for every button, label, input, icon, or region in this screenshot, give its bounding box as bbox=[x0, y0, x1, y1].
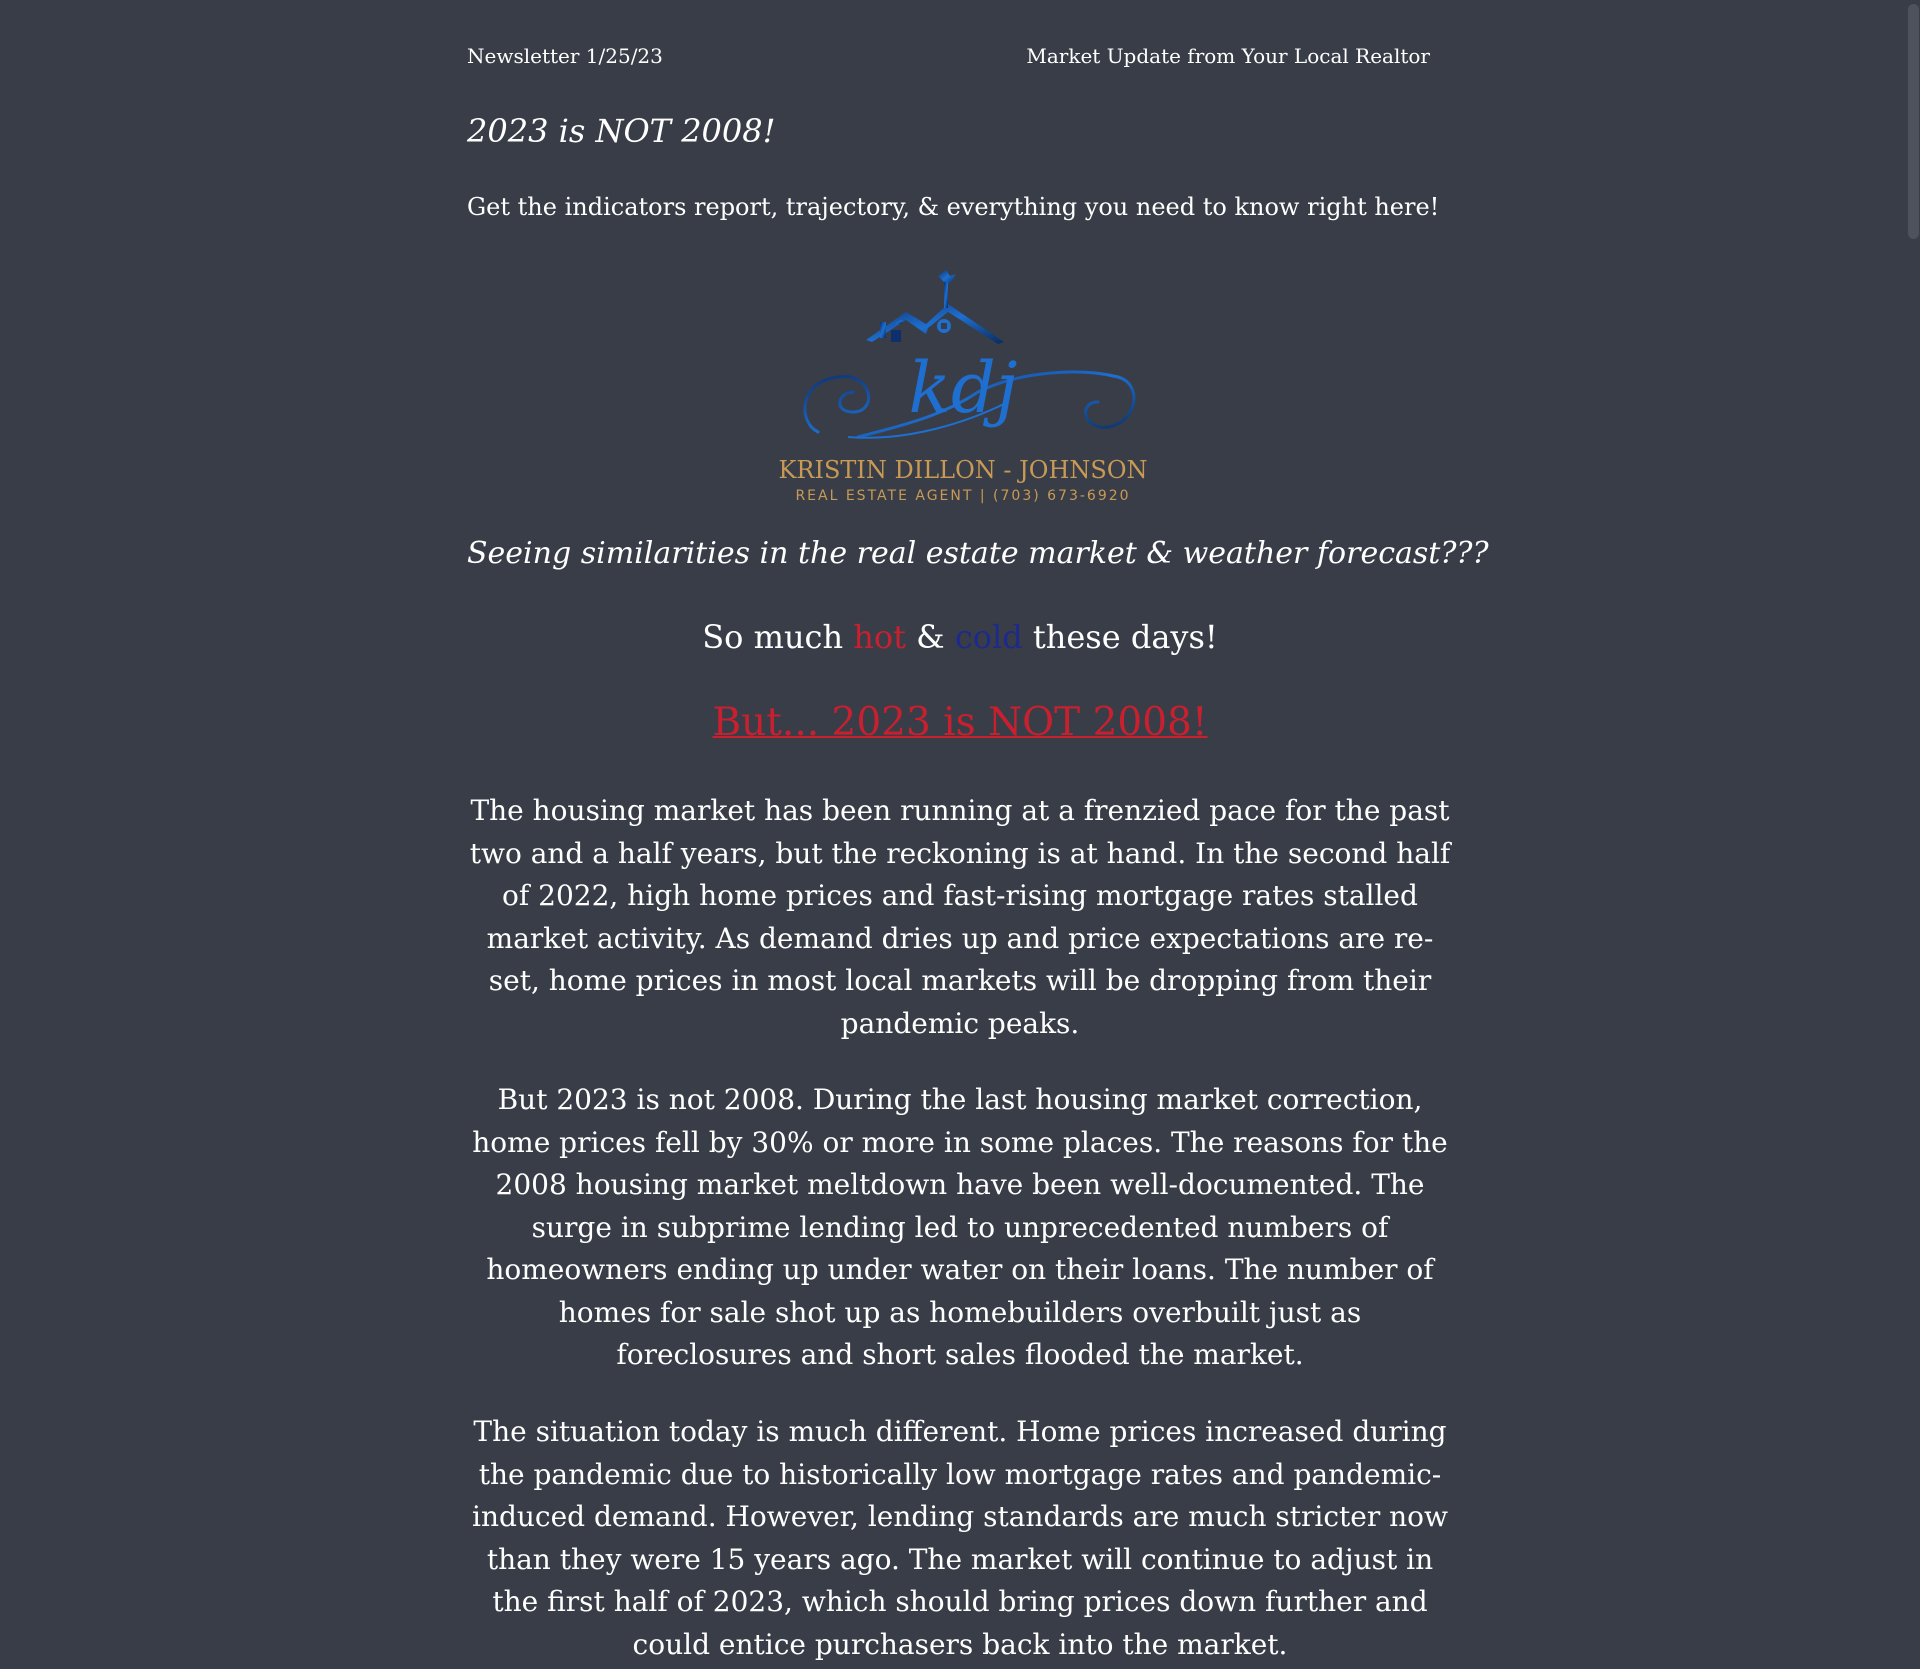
logo-monogram: kdj bbox=[908, 347, 1018, 429]
hot-cold-amp: & bbox=[916, 618, 945, 656]
cold-word: cold bbox=[954, 618, 1023, 656]
paragraph-1: The housing market has been running at a frenzied pace for the past two and a half years, but the reckoning is at hand. In the second half of 2022, high home prices and fast-rising mortgage rates stalled market activity. As demand dries up and price expectations are re-set, home prices in most local markets will be dropping from their pandemic peaks. bbox=[469, 794, 1451, 1040]
weather-subhead: Seeing similarities in the real estate market & weather forecast??? bbox=[467, 536, 1489, 571]
newsletter-title: 2023 is NOT 2008! bbox=[467, 112, 776, 150]
newsletter-date: Newsletter 1/25/23 bbox=[467, 44, 663, 68]
newsletter-header bbox=[467, 44, 1430, 74]
newsletter-tagline: Market Update from Your Local Realtor bbox=[1026, 44, 1430, 68]
house-roofs-icon bbox=[866, 270, 1004, 344]
headline: But... 2023 is NOT 2008! bbox=[712, 700, 1208, 745]
hot-cold-suffix: these days! bbox=[1032, 618, 1218, 656]
intro-text: Get the indicators report, trajectory, & everything you need to know right here! bbox=[467, 193, 1440, 221]
scrollbar[interactable] bbox=[1906, 0, 1920, 1669]
hot-word: hot bbox=[853, 618, 906, 656]
scrollbar-thumb[interactable] bbox=[1908, 4, 1919, 239]
logo-subtitle: REAL ESTATE AGENT | (703) 673-6920 bbox=[795, 488, 1131, 504]
paragraph-3: The situation today is much different. Home prices increased during the pandemic due to historically low mortgage rates and pandemic-induced demand. However, lending standards are much stricter now than they were 15 years ago. The market will continue to adjust in the first half of 2023, which should bring prices down further and could entice purchasers back into the market. bbox=[471, 1415, 1449, 1661]
logo-name: KRISTIN DILLON - JOHNSON bbox=[778, 456, 1148, 484]
realtor-logo bbox=[778, 262, 1148, 512]
paragraph-2: But 2023 is not 2008. During the last housing market correction, home prices fell by 30% or more in some places. The reasons for the 2008 housing market meltdown have been well-documented. The surge in subprime lending led to unprecedented numbers of homeowners ending up under water on their loans. The number of homes for sale shot up as homebuilders overbuilt just as foreclosures and short sales flooded the market. bbox=[472, 1083, 1448, 1371]
hot-cold-prefix: So much bbox=[702, 618, 844, 656]
hot-cold-line bbox=[467, 618, 1453, 656]
